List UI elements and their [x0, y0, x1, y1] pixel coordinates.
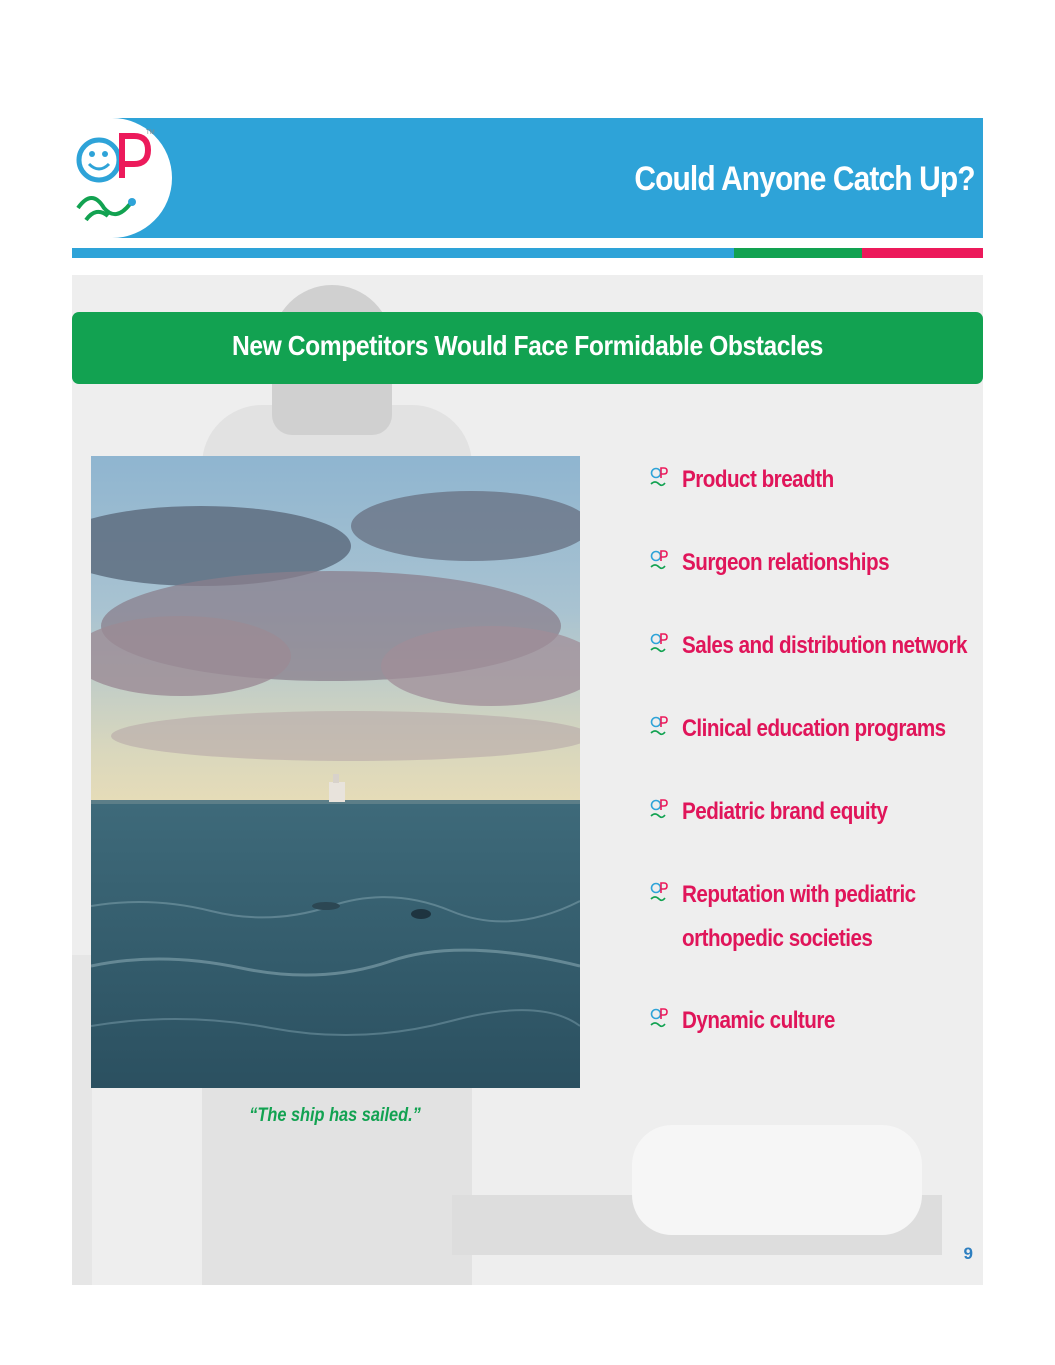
list-item-text: Pediatric brand equity — [682, 798, 888, 825]
header-stripe-green — [734, 248, 862, 258]
header-stripe-blue — [72, 248, 734, 258]
list-item-text: Surgeon relationships — [682, 549, 890, 576]
op-bullet-icon — [650, 549, 668, 571]
op-bullet-icon — [650, 798, 668, 820]
list-item-text-continued: orthopedic societies — [682, 925, 873, 952]
list-item-text: Reputation with pediatric — [682, 881, 916, 908]
list-item-text: Product breadth — [682, 466, 834, 493]
op-bullet-icon — [650, 881, 668, 903]
list-item-text: Dynamic culture — [682, 1007, 835, 1034]
background-pillow — [632, 1125, 922, 1235]
header-stripe-pink — [862, 248, 983, 258]
op-logo-icon — [72, 118, 167, 238]
svg-text:TM: TM — [146, 130, 155, 136]
page-title: Could Anyone Catch Up? — [634, 160, 975, 198]
ship-at-sea-photo — [91, 456, 580, 1088]
op-bullet-icon — [650, 1007, 668, 1029]
subtitle: New Competitors Would Face Formidable Obstacles — [232, 330, 823, 361]
op-bullet-icon — [650, 715, 668, 737]
photo-caption: “The ship has sailed.” — [249, 1105, 421, 1126]
list-item-text: Clinical education programs — [682, 715, 946, 742]
op-bullet-icon — [650, 466, 668, 488]
op-bullet-icon — [650, 632, 668, 654]
list-item-text: Sales and distribution network — [682, 632, 967, 659]
page-number: 9 — [963, 1244, 973, 1263]
background-door — [72, 955, 92, 1285]
